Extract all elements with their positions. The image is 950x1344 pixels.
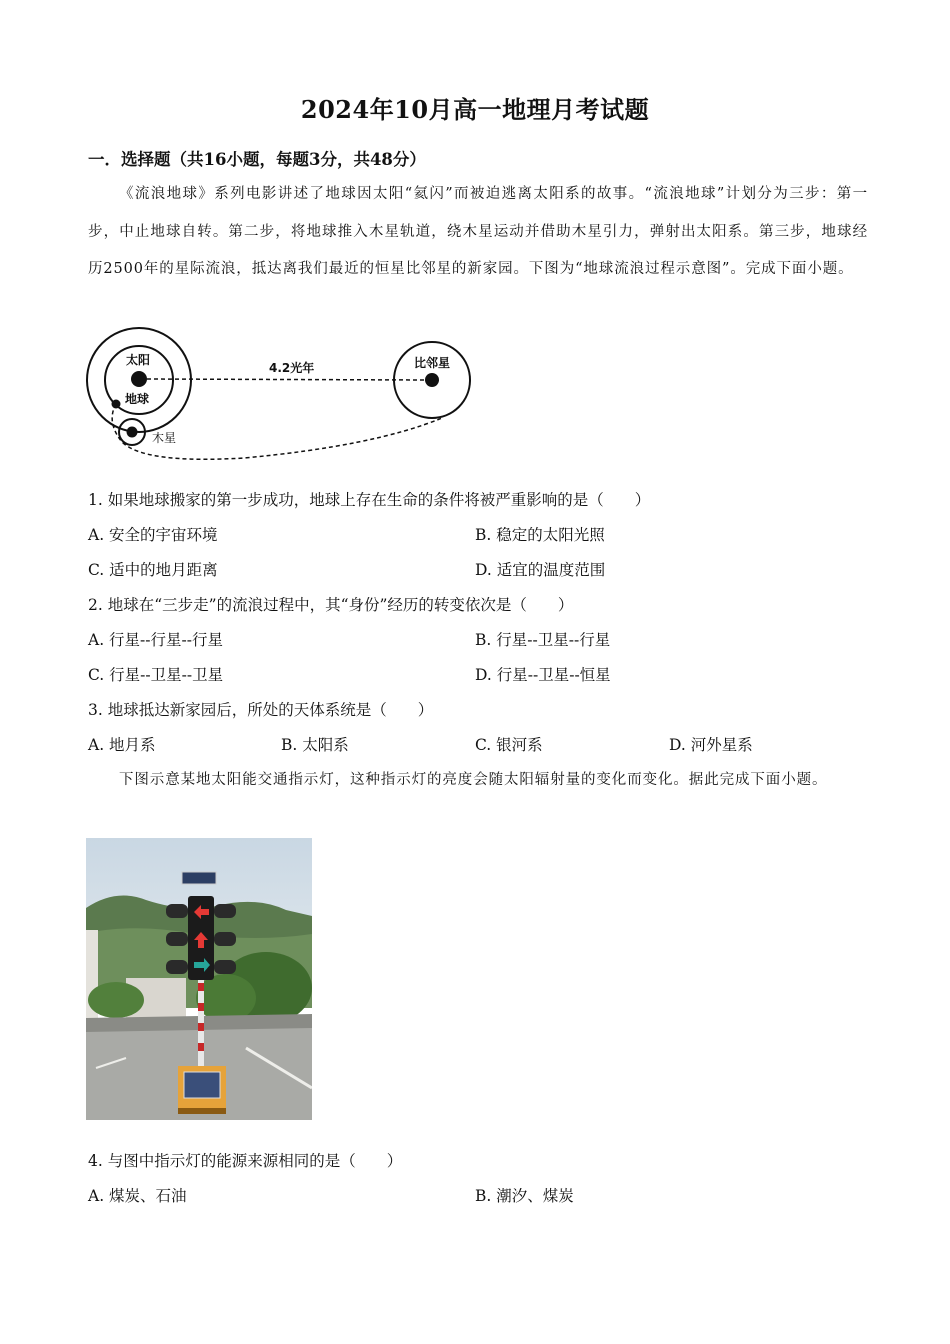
solar-traffic-light-photo (86, 838, 312, 1120)
earth-dot (112, 400, 121, 409)
top-solar-panel (182, 872, 216, 884)
proxima-dot (425, 373, 439, 387)
sun-dot (131, 371, 147, 387)
question-3-option-d[interactable]: D. 河外星系 (669, 736, 753, 754)
question-1-option-b[interactable]: B. 稳定的太阳光照 (475, 526, 605, 544)
distance-label: 4.2光年 (269, 361, 315, 375)
question-2-option-c[interactable]: C. 行星--卫星--卫星 (88, 666, 224, 684)
question-1-option-c[interactable]: C. 适中的地月距离 (88, 561, 218, 579)
question-3-option-c[interactable]: C. 银河系 (475, 736, 543, 754)
passage-2: 下图示意某地太阳能交通指示灯，这种指示灯的亮度会随太阳辐射量的变化而变化。据此完成下面小题。 (119, 772, 828, 788)
question-4-option-a[interactable]: A. 煤炭、石油 (88, 1187, 187, 1205)
section-heading: 一．选择题（共16小题，每题3分，共48分） (88, 150, 426, 169)
question-2-option-a[interactable]: A. 行星--行星--行星 (88, 631, 223, 649)
question-3-stem: 3. 地球抵达新家园后，所处的天体系统是（ ） (88, 701, 434, 719)
question-1-stem: 1. 如果地球搬家的第一步成功，地球上存在生命的条件将被严重影响的是（ ） (88, 491, 651, 509)
question-4-option-b[interactable]: B. 潮汐、煤炭 (475, 1187, 574, 1205)
jupiter-dot (127, 427, 138, 438)
proxima-label: 比邻星 (414, 356, 451, 370)
page-title: 2024年10月高一地理月考试题 (300, 95, 650, 124)
question-1-option-d[interactable]: D. 适宜的温度范围 (475, 561, 606, 579)
question-3-option-b[interactable]: B. 太阳系 (281, 736, 349, 754)
passage-1: 《流浪地球》系列电影讲述了地球因太阳“氦闪”而被迫逃离太阳系的故事。“流浪地球”计划分为三步：第一步，中止地球自转。第二步，将地球推入木星轨道，绕木星运动并借助木星引力，弹射出太阳系。第三步，地球经历2500年的星际流浪，抵达离我们最近的恒星比邻星的新家园。下图为“地球流浪过程示意图”。完成下面小题。 (88, 186, 868, 277)
jupiter-label: 木星 (152, 431, 177, 445)
distance-line (147, 379, 425, 380)
earth-wandering-diagram (84, 322, 484, 467)
earth-label: 地球 (125, 392, 150, 406)
question-4-stem: 4. 与图中指示灯的能源来源相同的是（ ） (88, 1152, 403, 1170)
sun-label: 太阳 (126, 353, 151, 367)
question-2-option-b[interactable]: B. 行星--卫星--行星 (475, 631, 611, 649)
question-1-option-a[interactable]: A. 安全的宇宙环境 (88, 526, 218, 544)
question-2-stem: 2. 地球在“三步走”的流浪过程中，其“身份”经历的转变依次是（ ） (88, 596, 574, 614)
question-3-option-a[interactable]: A. 地月系 (88, 736, 156, 754)
question-2-option-d[interactable]: D. 行星--卫星--恒星 (475, 666, 611, 684)
